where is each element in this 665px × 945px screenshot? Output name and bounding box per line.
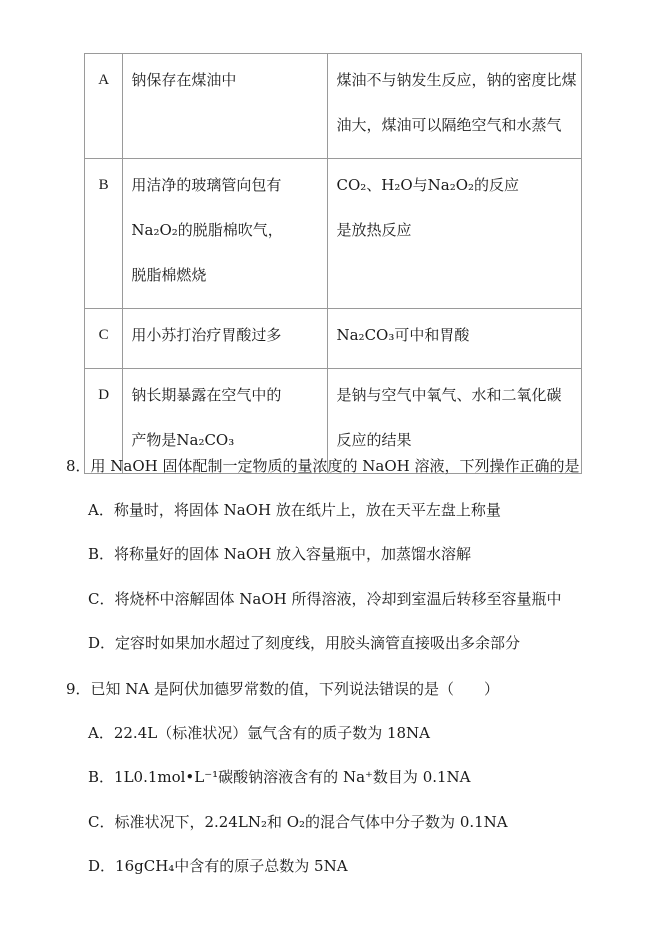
question-9-option-b: B．1L0.1mol•L⁻¹碳酸钠溶液含有的 Na⁺数目为 0.1NA (88, 768, 471, 786)
question-8-option-d: D．定容时如果加水超过了刻度线，用胶头滴管直接吸出多余部分 (88, 634, 521, 652)
explanation-line: CO₂、H₂O与Na₂O₂的反应 (336, 176, 520, 194)
question-9-stem: 9．已知 NA 是阿伏加德罗常数的值，下列说法错误的是（ ） (66, 680, 500, 698)
table-row (85, 309, 582, 369)
explanation-line: 是放热反应 (336, 221, 412, 239)
question-9-option-c: C．标准状况下，2.24LN₂和 O₂的混合气体中分子数为 0.1NA (88, 813, 508, 831)
row-explanation (328, 54, 582, 159)
experiment-line: 钠保存在煤油中 (131, 71, 237, 89)
experiment-line: 脱脂棉燃烧 (131, 266, 207, 284)
row-letter: D (85, 369, 123, 474)
row-explanation (328, 309, 582, 369)
row-explanation (328, 159, 582, 309)
experiment-line: 产物是Na₂CO₃ (131, 431, 235, 449)
row-letter: B (85, 159, 123, 309)
explanation-line: 反应的结果 (336, 431, 412, 449)
question-8-option-a: A．称量时，将固体 NaOH 放在纸片上，放在天平左盘上称量 (88, 501, 501, 519)
table-row (85, 159, 582, 309)
answer-table (84, 53, 582, 474)
explanation-line: 是钠与空气中氧气、水和二氧化碳 (336, 386, 562, 404)
question-9-option-d: D．16gCH₄中含有的原子总数为 5NA (88, 857, 348, 875)
experiment-line: 用洁净的玻璃管向包有 (131, 176, 282, 194)
explanation-line: Na₂CO₃可中和胃酸 (336, 326, 470, 344)
row-letter: C (85, 309, 123, 369)
experiment-line: 钠长期暴露在空气中的 (131, 386, 282, 404)
experiment-line: 用小苏打治疗胃酸过多 (131, 326, 282, 344)
question-8-option-c: C．将烧杯中溶解固体 NaOH 所得溶液，冷却到室温后转移至容量瓶中 (88, 590, 562, 608)
explanation-line: 油大，煤油可以隔绝空气和水蒸气 (336, 116, 562, 134)
row-experiment (123, 159, 328, 309)
table-row (85, 54, 582, 159)
row-experiment (123, 309, 328, 369)
row-experiment (123, 54, 328, 159)
explanation-line: 煤油不与钠发生反应，钠的密度比煤 (336, 71, 577, 89)
row-letter: A (85, 54, 123, 159)
question-8-option-b: B．将称量好的固体 NaOH 放入容量瓶中，加蒸馏水溶解 (88, 545, 472, 563)
question-9-option-a: A．22.4L（标准状况）氩气含有的质子数为 18NA (88, 724, 431, 742)
question-8-stem: 8．用 NaOH 固体配制一定物质的量浓度的 NaOH 溶液，下列操作正确的是 (66, 457, 580, 475)
experiment-line: Na₂O₂的脱脂棉吹气， (131, 221, 283, 239)
